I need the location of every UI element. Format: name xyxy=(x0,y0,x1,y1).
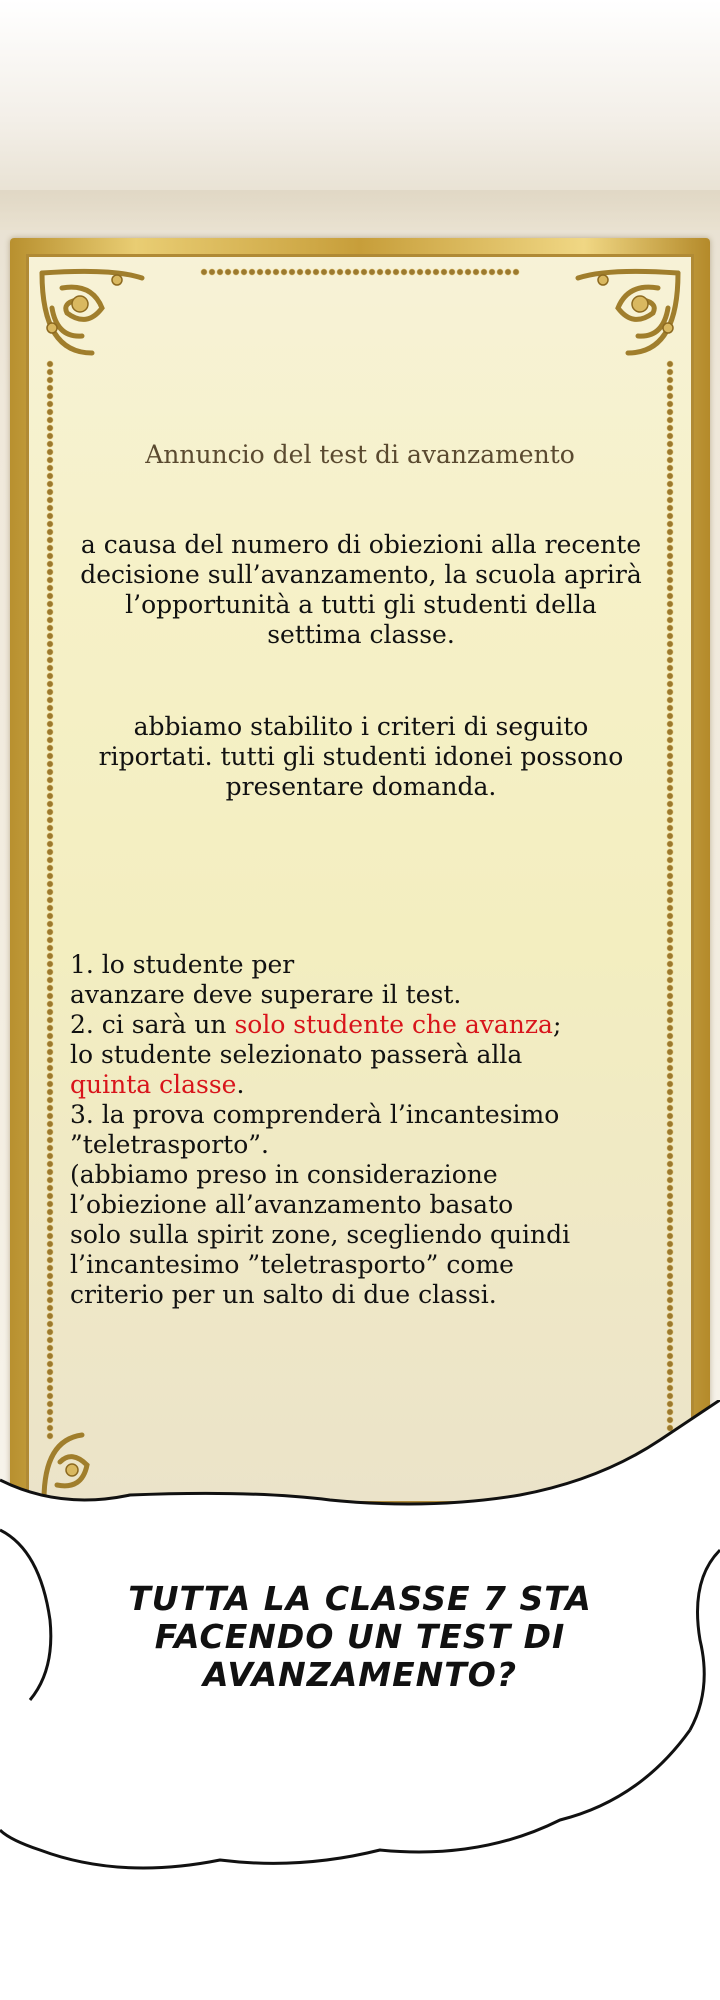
notice-paragraph-intro xyxy=(66,530,656,650)
speech-line: FACENDO UN TEST DI xyxy=(154,1617,566,1656)
rule-highlight: quinta classe xyxy=(70,1070,237,1099)
notice-line: abbiamo stabilito i criteri di seguito xyxy=(133,712,589,741)
ornament-corner-top-right-icon xyxy=(568,258,688,368)
rule-line: criterio per un salto di due classi. xyxy=(70,1280,497,1309)
rule-line: avanzare deve superare il test. xyxy=(70,980,462,1009)
notice-line: decisione sull’avanzamento, la scuola aprirà xyxy=(80,560,642,589)
notice-line: a causa del numero di obiezioni alla recente xyxy=(80,530,642,559)
rule-text: . xyxy=(236,1070,245,1099)
rule-text: 2. ci sarà un xyxy=(70,1010,235,1039)
notice-line: settima classe. xyxy=(267,620,455,649)
rule-line: 3. la prova comprenderà l’incantesimo xyxy=(70,1100,560,1129)
rule-line: lo studente selezionato passerà alla xyxy=(70,1040,523,1069)
frame-bead-left xyxy=(46,360,54,1440)
rule-line: 1. lo studente per xyxy=(70,950,295,979)
ornament-corner-top-left-icon xyxy=(32,258,152,368)
notice-line: riportati. tutti gli studenti idonei possono xyxy=(98,742,624,771)
rule-line: (abbiamo preso in considerazione xyxy=(70,1160,498,1189)
ceiling-molding xyxy=(0,190,720,230)
rule-text: ; xyxy=(552,1010,562,1039)
rule-line: l’obiezione all’avanzamento basato xyxy=(70,1190,514,1219)
rule-line: ”teletrasporto”. xyxy=(70,1130,269,1159)
notice-line: l’opportunità a tutti gli studenti della xyxy=(125,590,597,619)
notice-line: presentare domanda. xyxy=(225,772,497,801)
notice-title: Annuncio del test di avanzamento xyxy=(145,440,575,469)
rule-line: solo sulla spirit zone, scegliendo quindi xyxy=(70,1220,571,1249)
rule-line xyxy=(70,1070,670,1100)
frame-bead-top xyxy=(200,268,520,276)
rule-highlight: solo studente che avanza xyxy=(234,1010,553,1039)
speech-bubble-text xyxy=(80,1580,640,1694)
notice-paragraph-criteria xyxy=(66,712,656,802)
rule-line xyxy=(70,1010,670,1040)
speech-bubble xyxy=(0,1400,720,2000)
rule-line: l’incantesimo ”teletrasporto” come xyxy=(70,1250,514,1279)
speech-line: AVANZAMENTO? xyxy=(203,1655,517,1694)
speech-line: TUTTA LA CLASSE 7 STA xyxy=(128,1579,592,1618)
notice-rules-list xyxy=(70,950,670,1310)
